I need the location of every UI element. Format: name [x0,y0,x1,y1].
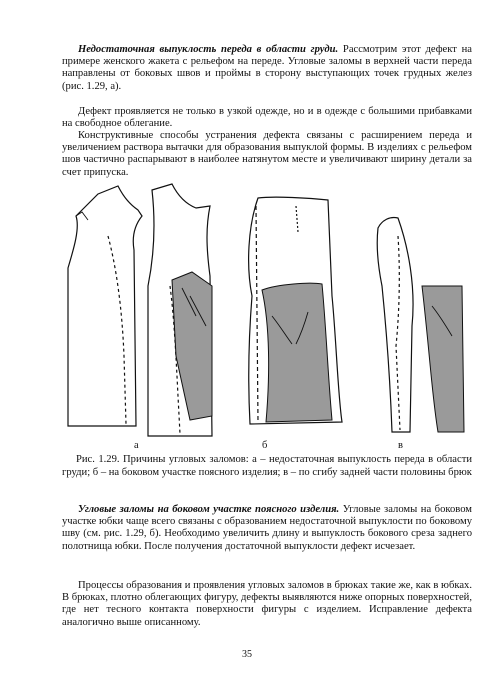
figure-label-b: б [262,440,268,451]
paragraph-trousers: Процессы образования и проявления угловых заломов в брюках такие же, как в юбках. В брюках, плотно облегающих фигуру, дефекты выявляются ниже опорных поверхностей, где нет тесного контакта поверхности фигуры с изделием. Исправление дефекта аналогично выше описанному. [62,580,472,628]
page-number: 35 [242,649,252,660]
pattern-trousers-v [377,217,464,432]
paragraph-lead-chest: Недостаточная выпуклость переда в области груди. [78,44,339,55]
paragraph-text-belt: Угловые заломы на боковом участке юбки чаще всего связаны с образованием недостаточной выпуклости по боковому шву (см. рис. 1.29, б). Необходимо увеличить длину и выпуклость бокового среза заднего полотнища юбки. После получения достаточной выпуклости дефект исчезает. [62,504,472,552]
pattern-front-piece-a [68,186,142,426]
paragraph-lead-belt: Угловые заломы на боковом участке поясного изделия. [78,504,340,515]
paragraph-defect-manifestation: Дефект проявляется не только в узкой одежде, но и в одежде с большими прибавками на свободное облегание. [62,106,472,130]
figure-1-29-drawings [60,176,470,438]
figure-label-v: в [398,440,403,451]
paragraph-constructive-methods: Конструктивные способы устранения дефекта связаны с расширением переда и увеличением раствора вытачки для образования выпуклой формы. В изделиях с рельефом шов частично распарывают в наиболее натянутом месте и увеличивают ширину детали за счет припуска. [62,130,472,178]
pattern-skirt-b [249,197,342,424]
paragraph-chest-defect [62,44,472,93]
pattern-jacket-a [148,184,212,436]
figure-label-a: а [134,440,139,451]
figure-caption: Рис. 1.29. Причины угловых заломов: а – недостаточная выпуклость переда в области груди; б – на боковом участке поясного изделия; в – по сгибу задней части половины брюк [62,454,472,478]
paragraph-text-chest: Рассмотрим этот дефект на примере женского жакета с рельефом на переде. Угловые заломы в верхней части переда направлены от боковых швов и проймы в сторону выступающих точек грудных желез (рис. 1.29, а). [62,44,472,92]
paragraph-belt-defect [62,504,472,553]
